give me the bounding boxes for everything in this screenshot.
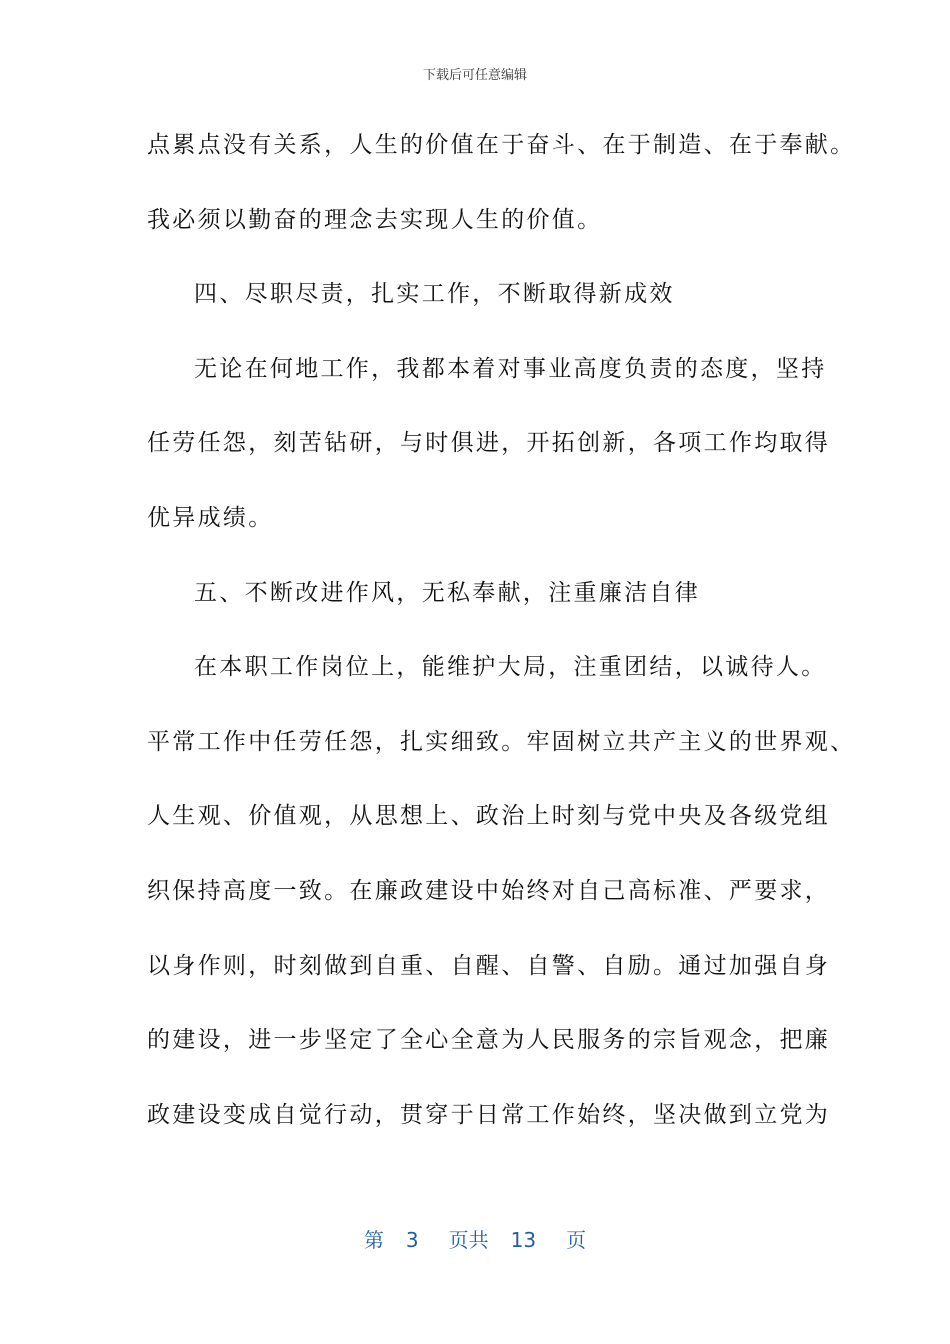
- text-line: 织保持高度一致。在廉政建设中始终对自己高标准、严要求，: [147, 877, 831, 904]
- text-line: 任劳任怨，刻苦钻研，与时俱进，开拓创新，各项工作均取得: [147, 430, 831, 457]
- text-line: 政建设变成自觉行动，贯穿于日常工作始终，坚决做到立党为: [147, 1101, 831, 1128]
- current-page-number: 3: [405, 1228, 419, 1252]
- footer-prefix: 第: [363, 1228, 384, 1252]
- page-number-footer: [0, 1224, 950, 1253]
- document-body: [147, 119, 856, 1163]
- footer-middle: 页共: [448, 1228, 489, 1252]
- footer-suffix: 页: [566, 1228, 587, 1252]
- text-line: 无论在何地工作，我都本着对事业高度负责的态度，坚持: [194, 355, 827, 382]
- text-line: 优异成绩。: [147, 504, 274, 531]
- section-heading: 五、不断改进作风，无私奉献，注重廉洁自律: [194, 579, 700, 606]
- text-line: 以身作则，时刻做到自重、自醒、自警、自励。通过加强自身: [147, 952, 831, 979]
- text-line: 我必须以勤奋的理念去实现人生的价值。: [147, 206, 603, 233]
- text-line: 在本职工作岗位上，能维护大局，注重团结，以诚待人。: [194, 654, 827, 681]
- page-header-note: 下载后可任意编辑: [422, 68, 527, 83]
- text-line: 平常工作中任劳任怨，扎实细致。牢固树立共产主义的世界观、: [147, 728, 856, 755]
- section-heading: 四、尽职尽责，扎实工作，不断取得新成效: [194, 281, 675, 308]
- total-pages-number: 13: [510, 1228, 537, 1252]
- text-line: 点累点没有关系，人生的价值在于奋斗、在于制造、在于奉献。: [147, 132, 856, 158]
- text-line: 的建设，进一步坚定了全心全意为人民服务的宗旨观念，把廉: [147, 1027, 831, 1054]
- text-line: 人生观、价值观，从思想上、政治上时刻与党中央及各级党组: [147, 803, 831, 830]
